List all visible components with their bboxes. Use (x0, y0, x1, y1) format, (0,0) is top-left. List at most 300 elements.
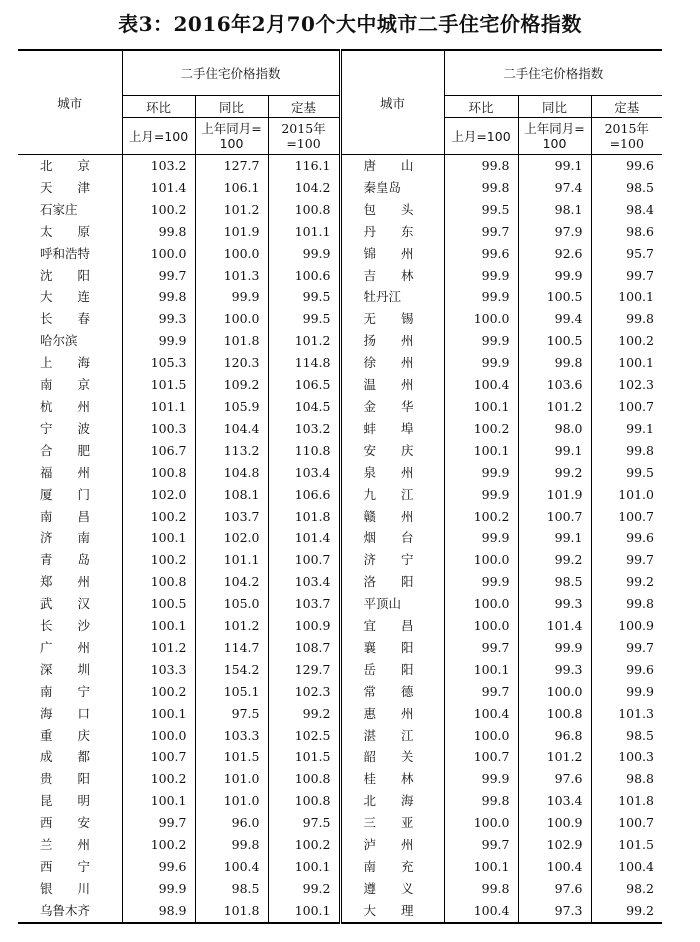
city-cell: 湛 江 (340, 725, 444, 747)
base-cell: 100.1 (591, 352, 662, 374)
base-cell: 99.8 (591, 593, 662, 615)
base-cell: 101.1 (268, 221, 340, 243)
city-cell: 乌鲁木齐 (18, 900, 122, 923)
yoy-cell: 100.0 (518, 681, 591, 703)
yoy-sub-right: 上年同月= 100 (518, 118, 591, 155)
mom-cell: 99.8 (444, 878, 518, 900)
yoy-cell: 100.0 (195, 243, 268, 265)
yoy-cell: 109.2 (195, 374, 268, 396)
yoy-cell: 98.5 (518, 571, 591, 593)
mom-cell: 100.2 (122, 506, 195, 528)
base-cell: 100.1 (591, 286, 662, 308)
city-cell: 太 原 (40, 223, 91, 239)
mom-cell: 99.7 (444, 637, 518, 659)
city-cell: 安 庆 (340, 440, 444, 462)
mom-cell: 100.4 (444, 703, 518, 725)
base-cell: 98.2 (591, 878, 662, 900)
group-header-left: 二手住宅价格指数 (122, 50, 340, 96)
yoy-cell: 120.3 (195, 352, 268, 374)
table-row (18, 856, 662, 878)
table-row (18, 396, 662, 418)
yoy-cell: 99.9 (518, 637, 591, 659)
base-cell: 100.1 (268, 856, 340, 878)
city-cell: 西 宁 (40, 859, 91, 874)
yoy-cell: 97.6 (518, 768, 591, 790)
yoy-cell: 100.5 (518, 330, 591, 352)
yoy-cell: 99.2 (518, 462, 591, 484)
mom-sub-right: 上月=100 (444, 118, 518, 155)
city-cell: 包 头 (340, 199, 444, 221)
base-cell: 98.8 (591, 768, 662, 790)
yoy-cell: 97.5 (195, 703, 268, 725)
table-title: 表3：2016年2月70个大中城市二手住宅价格指数 (118, 12, 582, 36)
table-row (18, 352, 662, 374)
city-cell: 济 宁 (340, 549, 444, 571)
yoy-cell: 103.3 (195, 725, 268, 747)
city-cell: 锦 州 (340, 243, 444, 265)
base-cell: 99.1 (591, 418, 662, 440)
yoy-cell: 100.9 (518, 812, 591, 834)
mom-cell: 99.8 (122, 286, 195, 308)
base-cell: 100.7 (268, 549, 340, 571)
yoy-cell: 101.8 (195, 900, 268, 923)
yoy-cell: 98.0 (518, 418, 591, 440)
city-cell: 哈尔滨 (40, 333, 78, 349)
city-cell: 北 京 (40, 158, 91, 173)
yoy-cell: 99.3 (518, 593, 591, 615)
city-cell: 宜 昌 (340, 615, 444, 637)
mom-cell: 100.2 (122, 768, 195, 790)
city-cell: 杭 州 (40, 398, 91, 414)
yoy-cell: 154.2 (195, 659, 268, 681)
mom-cell: 100.4 (444, 900, 518, 923)
table-row (18, 177, 662, 199)
base-cell: 103.2 (268, 418, 340, 440)
base-cell: 100.3 (591, 746, 662, 768)
base-cell: 99.8 (591, 308, 662, 330)
base-cell: 101.2 (268, 330, 340, 352)
base-cell: 129.7 (268, 659, 340, 681)
base-cell: 116.1 (268, 155, 340, 177)
yoy-cell: 105.9 (195, 396, 268, 418)
base-cell: 99.6 (591, 527, 662, 549)
mom-cell: 102.0 (122, 484, 195, 506)
mom-cell: 100.2 (444, 506, 518, 528)
city-cell: 青 岛 (40, 552, 91, 568)
mom-cell: 99.7 (122, 812, 195, 834)
table-row (18, 549, 662, 571)
yoy-cell: 101.0 (195, 790, 268, 812)
yoy-header-right: 同比 (518, 96, 591, 118)
base-cell: 102.5 (268, 725, 340, 747)
city-cell: 蚌 埠 (340, 418, 444, 440)
yoy-cell: 99.8 (195, 834, 268, 856)
yoy-cell: 99.1 (518, 527, 591, 549)
yoy-cell: 101.2 (195, 199, 268, 221)
city-header-left: 城市 (18, 50, 122, 155)
mom-cell: 99.7 (444, 681, 518, 703)
city-cell: 呼和浩特 (40, 245, 91, 261)
mom-cell: 100.0 (444, 308, 518, 330)
yoy-cell: 103.6 (518, 374, 591, 396)
city-cell: 广 州 (40, 639, 91, 655)
table-row (18, 900, 662, 923)
mom-cell: 99.3 (122, 308, 195, 330)
city-cell: 南 京 (40, 377, 91, 393)
yoy-cell: 101.0 (195, 768, 268, 790)
city-cell: 遵 义 (340, 878, 444, 900)
city-cell: 韶 关 (340, 746, 444, 768)
base-header-left: 定基 (268, 96, 340, 118)
yoy-cell: 97.9 (518, 221, 591, 243)
base-cell: 114.8 (268, 352, 340, 374)
mom-cell: 99.9 (444, 768, 518, 790)
mom-cell: 99.9 (122, 878, 195, 900)
yoy-cell: 104.8 (195, 462, 268, 484)
table-row (18, 199, 662, 221)
city-cell: 兰 州 (40, 837, 91, 853)
yoy-cell: 101.8 (195, 330, 268, 352)
base-cell: 99.2 (268, 703, 340, 725)
table-row (18, 330, 662, 352)
base-cell: 106.5 (268, 374, 340, 396)
mom-cell: 99.8 (444, 177, 518, 199)
yoy-cell: 102.0 (195, 527, 268, 549)
city-cell: 泉 州 (340, 462, 444, 484)
mom-cell: 100.1 (122, 615, 195, 637)
base-cell: 101.8 (591, 790, 662, 812)
mom-cell: 100.1 (444, 396, 518, 418)
yoy-cell: 101.1 (195, 549, 268, 571)
city-cell: 银 川 (40, 880, 91, 896)
table-row (18, 440, 662, 462)
city-cell: 郑 州 (40, 574, 91, 590)
table-row (18, 790, 662, 812)
mom-cell: 100.2 (122, 681, 195, 703)
table-row (18, 155, 662, 177)
table-row (18, 659, 662, 681)
mom-cell: 99.6 (444, 243, 518, 265)
city-cell: 贵 阳 (40, 771, 91, 787)
base-cell: 103.7 (268, 593, 340, 615)
mom-cell: 99.8 (444, 790, 518, 812)
city-cell: 成 都 (40, 749, 91, 765)
table-row (18, 221, 662, 243)
yoy-cell: 99.9 (518, 265, 591, 287)
city-cell: 合 肥 (40, 442, 91, 458)
base-sub-right: 2015年 =100 (591, 118, 662, 155)
table-row (18, 265, 662, 287)
mom-cell: 106.7 (122, 440, 195, 462)
mom-cell: 100.2 (122, 199, 195, 221)
city-cell: 金 华 (340, 396, 444, 418)
city-cell: 九 江 (340, 484, 444, 506)
city-cell: 天 津 (40, 179, 91, 195)
base-cell: 100.7 (591, 812, 662, 834)
mom-cell: 100.2 (444, 418, 518, 440)
mom-cell: 100.8 (122, 462, 195, 484)
table-row (18, 703, 662, 725)
base-cell: 99.9 (268, 243, 340, 265)
table-row (18, 286, 662, 308)
yoy-cell: 127.7 (195, 155, 268, 177)
base-cell: 100.9 (268, 615, 340, 637)
table-row (18, 725, 662, 747)
mom-cell: 100.0 (444, 549, 518, 571)
table-row (18, 878, 662, 900)
city-cell: 赣 州 (340, 506, 444, 528)
mom-cell: 99.9 (122, 330, 195, 352)
base-cell: 99.5 (268, 308, 340, 330)
city-cell: 徐 州 (340, 352, 444, 374)
mom-cell: 101.5 (122, 374, 195, 396)
yoy-cell: 99.2 (518, 549, 591, 571)
mom-cell: 103.2 (122, 155, 195, 177)
base-cell: 101.5 (591, 834, 662, 856)
base-cell: 99.7 (591, 637, 662, 659)
city-cell: 沈 阳 (40, 267, 91, 283)
mom-cell: 99.9 (444, 265, 518, 287)
base-cell: 110.8 (268, 440, 340, 462)
yoy-cell: 101.2 (518, 396, 591, 418)
mom-cell: 98.9 (122, 900, 195, 923)
yoy-cell: 98.5 (195, 878, 268, 900)
mom-cell: 99.9 (444, 571, 518, 593)
base-cell: 99.7 (591, 549, 662, 571)
city-cell: 三 亚 (340, 812, 444, 834)
table-row (18, 308, 662, 330)
yoy-cell: 101.9 (518, 484, 591, 506)
mom-cell: 100.1 (444, 856, 518, 878)
yoy-cell: 96.8 (518, 725, 591, 747)
base-cell: 99.8 (591, 440, 662, 462)
yoy-sub-left: 上年同月= 100 (195, 118, 268, 155)
yoy-cell: 99.1 (518, 155, 591, 177)
table-row (18, 637, 662, 659)
base-cell: 100.4 (591, 856, 662, 878)
city-header-right: 城市 (340, 50, 444, 155)
mom-cell: 100.1 (122, 703, 195, 725)
table-row (18, 418, 662, 440)
table-row (18, 484, 662, 506)
mom-cell: 100.4 (444, 374, 518, 396)
base-cell: 103.4 (268, 571, 340, 593)
table-row (18, 615, 662, 637)
city-cell: 无 锡 (340, 308, 444, 330)
mom-cell: 99.6 (122, 856, 195, 878)
base-cell: 99.6 (591, 155, 662, 177)
city-cell: 襄 阳 (340, 637, 444, 659)
base-cell: 101.0 (591, 484, 662, 506)
city-cell: 扬 州 (340, 330, 444, 352)
city-cell: 平顶山 (340, 593, 444, 615)
mom-cell: 99.9 (444, 484, 518, 506)
yoy-cell: 113.2 (195, 440, 268, 462)
mom-header-left: 环比 (122, 96, 195, 118)
base-cell: 100.7 (591, 396, 662, 418)
yoy-cell: 99.1 (518, 440, 591, 462)
mom-cell: 100.7 (444, 746, 518, 768)
base-cell: 100.2 (591, 330, 662, 352)
yoy-cell: 100.0 (195, 308, 268, 330)
table-row (18, 746, 662, 768)
yoy-cell: 99.8 (518, 352, 591, 374)
base-cell: 108.7 (268, 637, 340, 659)
mom-header-right: 环比 (444, 96, 518, 118)
mom-cell: 99.5 (444, 199, 518, 221)
base-cell: 99.2 (268, 878, 340, 900)
city-cell: 济 南 (40, 530, 91, 546)
yoy-cell: 97.4 (518, 177, 591, 199)
city-cell: 石家庄 (40, 201, 78, 217)
price-index-table (18, 49, 662, 924)
yoy-cell: 101.2 (518, 746, 591, 768)
mom-cell: 101.4 (122, 177, 195, 199)
mom-cell: 100.0 (444, 812, 518, 834)
city-cell: 洛 阳 (340, 571, 444, 593)
city-cell: 昆 明 (40, 793, 91, 809)
mom-cell: 100.0 (444, 615, 518, 637)
table-row (18, 571, 662, 593)
table-row (18, 462, 662, 484)
base-cell: 100.1 (268, 900, 340, 923)
city-cell: 重 庆 (40, 727, 91, 743)
city-cell: 温 州 (340, 374, 444, 396)
mom-cell: 100.1 (122, 790, 195, 812)
city-cell: 桂 林 (340, 768, 444, 790)
table-row (18, 527, 662, 549)
city-cell: 北 海 (340, 790, 444, 812)
table-row (18, 681, 662, 703)
base-cell: 100.8 (268, 768, 340, 790)
yoy-cell: 104.4 (195, 418, 268, 440)
city-cell: 南 昌 (40, 508, 91, 524)
base-cell: 101.3 (591, 703, 662, 725)
base-cell: 102.3 (268, 681, 340, 703)
base-cell: 99.2 (591, 571, 662, 593)
yoy-cell: 103.4 (518, 790, 591, 812)
city-cell: 厦 门 (40, 486, 91, 502)
mom-cell: 100.5 (122, 593, 195, 615)
yoy-cell: 108.1 (195, 484, 268, 506)
table-row (18, 593, 662, 615)
base-cell: 99.5 (268, 286, 340, 308)
yoy-cell: 99.3 (518, 659, 591, 681)
mom-cell: 101.2 (122, 637, 195, 659)
city-cell: 常 德 (340, 681, 444, 703)
yoy-cell: 114.7 (195, 637, 268, 659)
mom-cell: 105.3 (122, 352, 195, 374)
yoy-cell: 100.4 (518, 856, 591, 878)
city-cell: 武 汉 (40, 596, 91, 612)
mom-cell: 100.1 (444, 659, 518, 681)
base-cell: 99.6 (591, 659, 662, 681)
mom-cell: 99.8 (122, 221, 195, 243)
mom-cell: 99.8 (444, 155, 518, 177)
city-cell: 丹 东 (340, 221, 444, 243)
yoy-cell: 99.4 (518, 308, 591, 330)
mom-cell: 99.7 (444, 221, 518, 243)
yoy-cell: 92.6 (518, 243, 591, 265)
base-cell: 99.7 (591, 265, 662, 287)
group-header-right: 二手住宅价格指数 (444, 50, 662, 96)
base-cell: 100.8 (268, 199, 340, 221)
base-cell: 98.6 (591, 221, 662, 243)
mom-cell: 100.1 (444, 440, 518, 462)
base-cell: 100.8 (268, 790, 340, 812)
yoy-cell: 101.4 (518, 615, 591, 637)
city-cell: 长 沙 (40, 618, 91, 634)
yoy-cell: 98.1 (518, 199, 591, 221)
base-cell: 98.4 (591, 199, 662, 221)
yoy-cell: 101.2 (195, 615, 268, 637)
yoy-cell: 105.0 (195, 593, 268, 615)
base-cell: 100.9 (591, 615, 662, 637)
city-cell: 大 理 (340, 900, 444, 923)
mom-cell: 100.8 (122, 571, 195, 593)
yoy-cell: 106.1 (195, 177, 268, 199)
city-cell: 福 州 (40, 464, 91, 480)
base-cell: 98.5 (591, 177, 662, 199)
base-cell: 100.6 (268, 265, 340, 287)
base-cell: 101.5 (268, 746, 340, 768)
mom-cell: 99.9 (444, 462, 518, 484)
city-cell: 西 安 (40, 815, 91, 831)
city-cell: 南 充 (340, 856, 444, 878)
mom-cell: 100.7 (122, 746, 195, 768)
mom-cell: 100.1 (122, 527, 195, 549)
base-cell: 103.4 (268, 462, 340, 484)
yoy-cell: 100.7 (518, 506, 591, 528)
mom-cell: 101.1 (122, 396, 195, 418)
mom-cell: 103.3 (122, 659, 195, 681)
city-cell: 牡丹江 (340, 286, 444, 308)
mom-cell: 100.0 (122, 725, 195, 747)
yoy-cell: 104.2 (195, 571, 268, 593)
city-cell: 上 海 (40, 355, 91, 371)
city-cell: 泸 州 (340, 834, 444, 856)
base-sub-left: 2015年 =100 (268, 118, 340, 155)
city-cell: 烟 台 (340, 527, 444, 549)
base-cell: 99.9 (591, 681, 662, 703)
city-cell: 岳 阳 (340, 659, 444, 681)
yoy-cell: 105.1 (195, 681, 268, 703)
yoy-cell: 101.9 (195, 221, 268, 243)
base-cell: 102.3 (591, 374, 662, 396)
yoy-cell: 100.8 (518, 703, 591, 725)
city-cell: 深 圳 (40, 661, 91, 677)
city-cell: 大 连 (40, 289, 91, 305)
base-cell: 97.5 (268, 812, 340, 834)
mom-cell: 99.7 (122, 265, 195, 287)
table-row (18, 834, 662, 856)
base-cell: 101.8 (268, 506, 340, 528)
mom-cell: 100.0 (122, 243, 195, 265)
city-cell: 惠 州 (340, 703, 444, 725)
yoy-cell: 97.3 (518, 900, 591, 923)
yoy-cell: 101.5 (195, 746, 268, 768)
base-cell: 99.2 (591, 900, 662, 923)
mom-cell: 99.7 (444, 834, 518, 856)
yoy-cell: 101.3 (195, 265, 268, 287)
table-row (18, 768, 662, 790)
table-row (18, 812, 662, 834)
city-cell: 吉 林 (340, 265, 444, 287)
mom-cell: 99.9 (444, 330, 518, 352)
mom-sub-left: 上月=100 (122, 118, 195, 155)
city-cell: 长 春 (40, 311, 91, 327)
city-cell: 宁 波 (40, 420, 91, 436)
